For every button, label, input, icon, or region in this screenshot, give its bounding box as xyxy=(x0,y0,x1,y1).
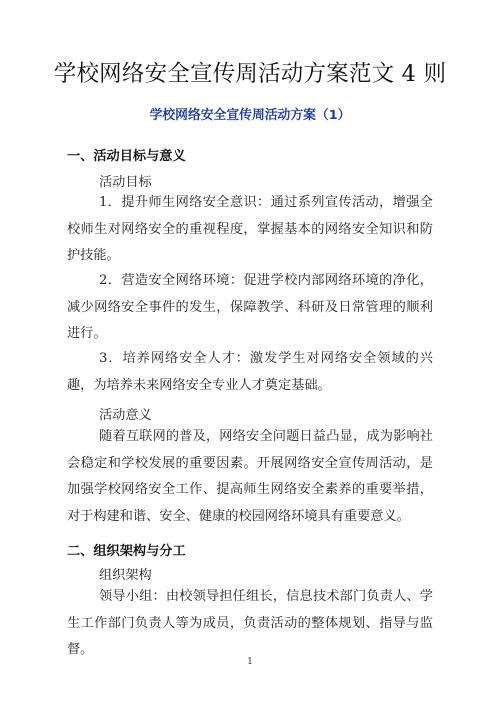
document-title: 学校网络安全宣传周活动方案范文 4 则 xyxy=(53,61,447,87)
section-heading-goals-meaning: 一、活动目标与意义 xyxy=(67,149,186,164)
page-number: 1 xyxy=(247,657,253,667)
label-organization: 组织架构 xyxy=(99,568,152,583)
paragraph-goal-2: 2．营造安全网络环境：促进学校内部网络环境的净化，减少网络安全事件的发生，保障教学、科研及日常管理的顺利进行。 xyxy=(67,273,433,341)
section-heading-organization: 二、组织架构与分工 xyxy=(67,544,186,559)
paragraph-goal-1: 1．提升师生网络安全意识：通过系列宣传活动，增强全校师生对网络安全的重视程度，掌握基本的网络安全知识和防护技能。 xyxy=(67,195,433,263)
paragraph-goal-3: 3．培养网络安全人才：激发学生对网络安全领域的兴趣，为培养未来网络安全专业人才奠定基础。 xyxy=(67,351,433,393)
paragraph-leadership: 领导小组：由校领导担任组长，信息技术部门负责人、学生工作部门负责人等为成员，负责活动的整体规划、指导与监督。 xyxy=(67,589,433,657)
label-meaning: 活动意义 xyxy=(99,408,152,423)
document-subtitle: 学校网络安全宣传周活动方案（1） xyxy=(149,108,351,123)
paragraph-meaning: 随着互联网的普及，网络安全问题日益凸显，成为影响社会稳定和学校发展的重要因素。开展网络安全宣传周活动，是加强学校网络安全工作、提高师生网络安全素养的重要举措，对于构建和谐、安全、健康的校园网络环境具有重要意义。 xyxy=(67,429,433,524)
label-goals: 活动目标 xyxy=(99,175,152,190)
